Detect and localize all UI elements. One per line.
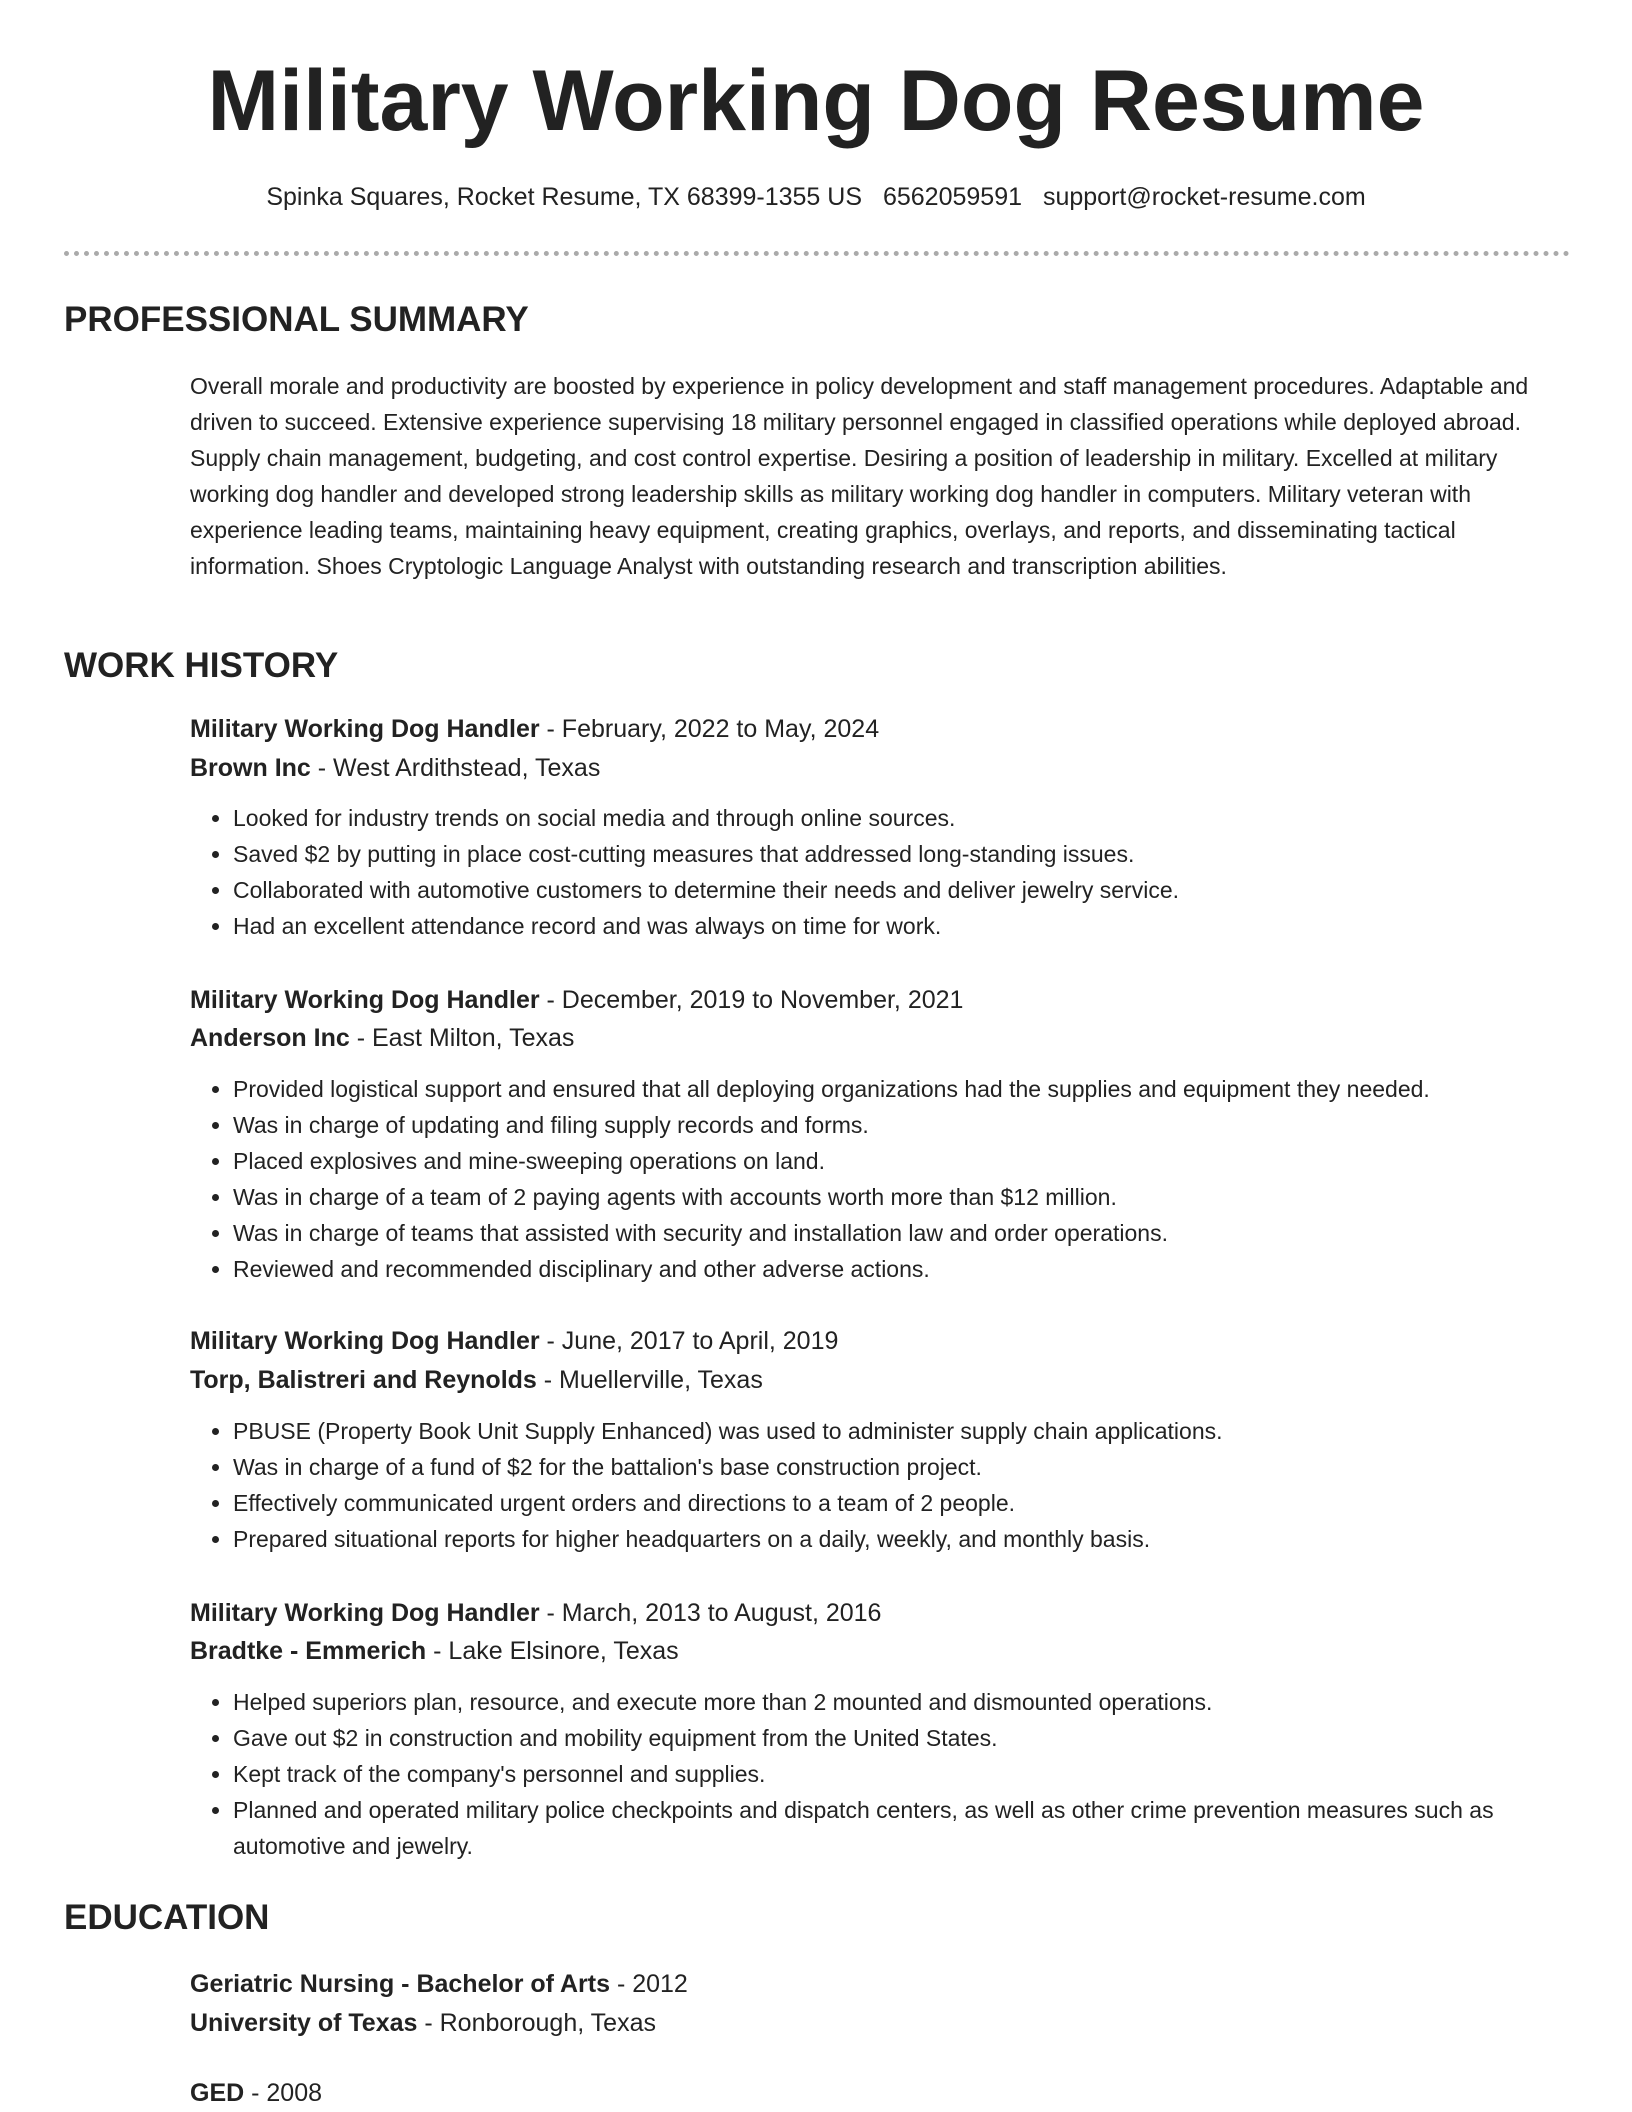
job-dates: - June, 2017 to April, 2019 [539, 1327, 839, 1355]
job-bullet: PBUSE (Property Book Unit Supply Enhanced) was used to administer supply chain applications. [233, 1413, 1578, 1449]
job-location: - West Ardithstead, Texas [310, 754, 601, 782]
job-title-line [190, 1599, 881, 1628]
job-bullet: Saved $2 by putting in place cost-cutting measures that addressed long-standing issues. [233, 836, 1578, 872]
job-dates: - December, 2019 to November, 2021 [539, 986, 964, 1014]
job-role: Military Working Dog Handler [190, 1599, 540, 1627]
job-title-line [190, 715, 879, 744]
job-bullet: Was in charge of teams that assisted with security and installation law and order operations. [233, 1215, 1578, 1251]
job-bullet: Looked for industry trends on social media and through online sources. [233, 800, 1578, 836]
education-location: - Ronborough, Texas [417, 2009, 656, 2037]
resume-title: Military Working Dog Resume [207, 53, 1425, 149]
job-bullet: Had an excellent attendance record and was always on time for work. [233, 908, 1578, 944]
job-bullet: Effectively communicated urgent orders and directions to a team of 2 people. [233, 1485, 1578, 1521]
header-divider [64, 251, 1570, 256]
job-company-line [190, 1637, 679, 1666]
job-company: Brown Inc [190, 754, 311, 782]
education-school: University of Texas [190, 2009, 418, 2037]
job-bullet: Kept track of the company's personnel and supplies. [233, 1756, 1578, 1792]
job-bullet: Gave out $2 in construction and mobility equipment from the United States. [233, 1720, 1578, 1756]
job-dates: - March, 2013 to August, 2016 [539, 1599, 882, 1627]
job-bullet-list [233, 1413, 1578, 1557]
job-bullet: Prepared situational reports for higher headquarters on a daily, weekly, and monthly basis. [233, 1521, 1578, 1557]
job-company: Anderson Inc [190, 1024, 350, 1052]
job-bullet: Planned and operated military police checkpoints and dispatch centers, as well as other crime prevention measures such as automotive and jewelry. [233, 1792, 1578, 1864]
job-location: - Muellerville, Texas [536, 1366, 763, 1394]
education-degree: GED [190, 2079, 245, 2107]
education-year: - 2012 [610, 1970, 688, 1998]
job-bullet-list [233, 1071, 1578, 1287]
job-company-line [190, 754, 600, 783]
job-bullet: Was in charge of updating and filing supply records and forms. [233, 1107, 1578, 1143]
education-heading: EDUCATION [64, 1898, 270, 1937]
education-degree: Geriatric Nursing - Bachelor of Arts [190, 1970, 610, 1998]
job-location: - East Milton, Texas [349, 1024, 575, 1052]
contact-phone: 6562059591 [882, 183, 1023, 211]
work-history-heading: WORK HISTORY [64, 646, 339, 685]
job-location: - Lake Elsinore, Texas [426, 1637, 679, 1665]
job-bullet: Was in charge of a fund of $2 for the battalion's base construction project. [233, 1449, 1578, 1485]
job-bullet: Was in charge of a team of 2 paying agents with accounts worth more than $12 million. [233, 1179, 1578, 1215]
summary-text: Overall morale and productivity are boosted by experience in policy development and staff management procedures. Adaptable and driven to succeed. Extensive experience supervising 18 military personnel engaged in classified operations while deployed abroad. Supply chain management, budgeting, and cost control expertise. Desiring a position of leadership in military. Excelled at military working dog handler and developed strong leadership skills as military working dog handler in computers. Military veteran with experience leading teams, maintaining heavy equipment, creating graphics, overlays, and reports, and disseminating tactical information. Shoes Cryptologic Language Analyst with outstanding research and transcription abilities. [190, 373, 1529, 579]
job-role: Military Working Dog Handler [190, 986, 540, 1014]
job-company-line [190, 1024, 574, 1053]
job-title-line [190, 1327, 838, 1356]
job-dates: - February, 2022 to May, 2024 [539, 715, 880, 743]
job-bullet: Provided logistical support and ensured that all deploying organizations had the supplies and equipment they needed. [233, 1071, 1578, 1107]
education-degree-line [190, 2079, 322, 2108]
job-bullet: Collaborated with automotive customers to determine their needs and deliver jewelry service. [233, 872, 1578, 908]
job-role: Military Working Dog Handler [190, 1327, 540, 1355]
education-degree-line [190, 1970, 688, 1999]
job-bullet: Placed explosives and mine-sweeping operations on land. [233, 1143, 1578, 1179]
job-role: Military Working Dog Handler [190, 715, 540, 743]
summary-heading: PROFESSIONAL SUMMARY [64, 300, 529, 339]
job-bullet-list [233, 1684, 1578, 1864]
job-bullet: Reviewed and recommended disciplinary and other adverse actions. [233, 1251, 1578, 1287]
job-bullet: Helped superiors plan, resource, and execute more than 2 mounted and dismounted operations. [233, 1684, 1578, 1720]
job-company-line [190, 1366, 763, 1395]
contact-email[interactable]: support@rocket-resume.com [1042, 183, 1366, 211]
job-title-line [190, 986, 963, 1015]
education-school-line [190, 2009, 656, 2038]
job-bullet-list [233, 800, 1578, 944]
contact-line [0, 183, 1632, 212]
contact-address: Spinka Squares, Rocket Resume, TX 68399-1355 US [266, 183, 863, 211]
job-company: Torp, Balistreri and Reynolds [190, 1366, 537, 1394]
education-year: - 2008 [244, 2079, 323, 2107]
job-company: Bradtke - Emmerich [190, 1637, 427, 1665]
